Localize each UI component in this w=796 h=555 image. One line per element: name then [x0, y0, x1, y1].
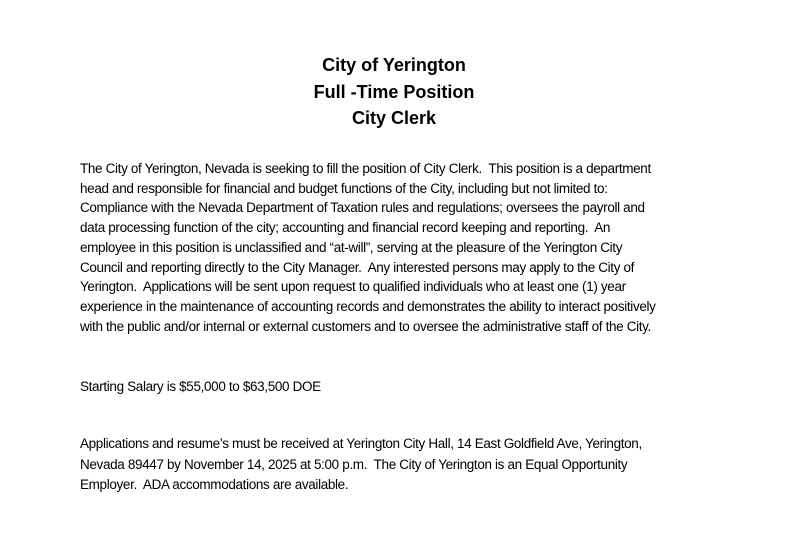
closing-line: Nevada 89447 by November 14, 2025 at 5:00 p.m. The City of Yerington is an Equal Opportunity [80, 456, 628, 472]
closing-paragraph [80, 434, 642, 496]
salary-line: Starting Salary is $55,000 to $63,500 DOE [80, 379, 321, 394]
body-paragraph [80, 159, 656, 336]
body-line: employee in this position is unclassified and “at-will”, serving at the pleasure of the Yerington City [80, 239, 623, 255]
title-line-position-name: City Clerk [351, 108, 437, 128]
job-posting-title [80, 52, 708, 132]
title-line-organization: City of Yerington [322, 55, 466, 75]
body-line: data processing function of the city; accounting and financial record keeping and reporting. An [80, 220, 611, 236]
body-line: head and responsible for financial and budget functions of the City, including but not limited to: [80, 180, 608, 196]
body-line: Yerington. Applications will be sent upon request to qualified individuals who at least one (1) year [80, 279, 626, 295]
body-line: Compliance with the Nevada Department of Taxation rules and regulations; oversees the payroll and [80, 200, 645, 216]
body-line: experience in the maintenance of accounting records and demonstrates the ability to interact positively [80, 298, 656, 314]
closing-line: Employer. ADA accommodations are available. [80, 477, 349, 492]
body-line: with the public and/or internal or external customers and to oversee the administrative staff of the City. [80, 318, 651, 334]
title-line-position-type: Full -Time Position [313, 81, 475, 102]
body-line: The City of Yerington, Nevada is seeking to fill the position of City Clerk. This position is a department [80, 161, 651, 176]
body-line: Council and reporting directly to the City Manager. Any interested persons may apply to the City of [80, 259, 635, 275]
closing-line: Applications and resume’s must be received at Yerington City Hall, 14 East Goldfield Ave, Yerington, [80, 436, 642, 451]
salary-statement [80, 377, 321, 397]
